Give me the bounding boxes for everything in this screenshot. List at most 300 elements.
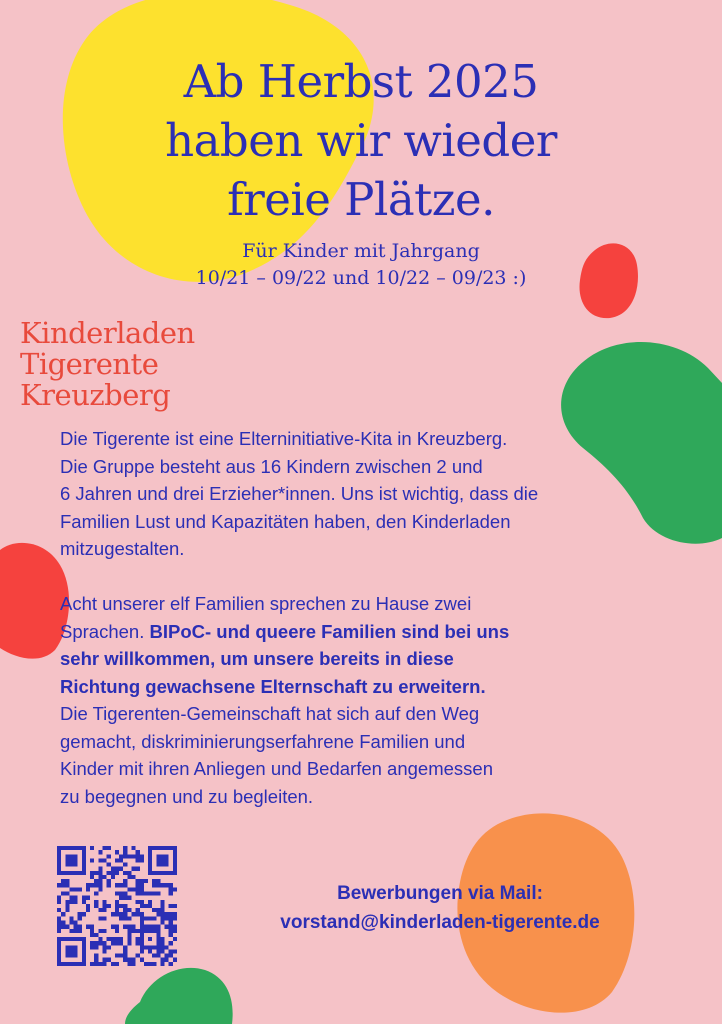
qr-module (119, 904, 123, 908)
qr-module (127, 941, 131, 945)
qr-module (127, 937, 131, 941)
qr-module (57, 941, 61, 945)
qr-module (107, 863, 111, 867)
qr-module (74, 920, 78, 924)
qr-module (156, 929, 160, 933)
qr-module (61, 920, 65, 924)
qr-module (173, 929, 177, 933)
qr-module (57, 871, 61, 875)
qr-module (127, 929, 131, 933)
qr-module (119, 867, 123, 871)
qr-module (136, 850, 140, 854)
qr-module (86, 904, 90, 908)
qr-module (173, 858, 177, 862)
qr-module (82, 896, 86, 900)
qr-module (140, 929, 144, 933)
qr-module (86, 887, 90, 891)
qr-module (169, 933, 173, 937)
qr-module (98, 916, 102, 920)
subline (40, 238, 682, 292)
qr-module (90, 933, 94, 937)
qr-module (78, 937, 82, 941)
qr-module (61, 962, 65, 966)
qr-module (103, 929, 107, 933)
qr-module (169, 904, 173, 908)
qr-module (82, 941, 86, 945)
qr-module (140, 854, 144, 858)
qr-module (69, 962, 73, 966)
qr-module (156, 892, 160, 896)
families-line-regular: Sprachen. (60, 620, 150, 642)
qr-module (115, 900, 119, 904)
qr-module (65, 900, 69, 904)
qr-module (152, 929, 156, 933)
qr-module (160, 912, 164, 916)
qr-module (115, 850, 119, 854)
qr-module (65, 962, 69, 966)
families-line: Acht unserer elf Familien sprechen zu Hause zwei (60, 593, 472, 614)
qr-module (86, 896, 90, 900)
qr-module (74, 896, 78, 900)
qr-module (69, 846, 73, 850)
qr-module (131, 867, 135, 871)
qr-module (140, 912, 144, 916)
qr-module (165, 846, 169, 850)
qr-module (140, 925, 144, 929)
qr-module (144, 892, 148, 896)
qr-module (131, 887, 135, 891)
qr-module (160, 916, 164, 920)
qr-module (115, 941, 119, 945)
qr-module (107, 879, 111, 883)
qr-module (140, 958, 144, 962)
qr-module (107, 871, 111, 875)
qr-module (169, 949, 173, 953)
qr-module (144, 916, 148, 920)
qr-module (165, 912, 169, 916)
qr-module (57, 916, 61, 920)
qr-module (165, 954, 169, 958)
qr-module (82, 871, 86, 875)
qr-module (136, 892, 140, 896)
qr-module (136, 912, 140, 916)
qr-module (131, 925, 135, 929)
qr-module (115, 883, 119, 887)
qr-module (123, 954, 127, 958)
qr-module (127, 875, 131, 879)
qr-module (115, 937, 119, 941)
qr-module (94, 962, 98, 966)
qr-module (65, 871, 69, 875)
qr-module (156, 879, 160, 883)
qr-module (156, 945, 160, 949)
qr-module (152, 871, 156, 875)
qr-module (169, 941, 173, 945)
qr-module (123, 916, 127, 920)
qr-module (69, 954, 73, 958)
qr-module (107, 937, 111, 941)
qr-module (82, 962, 86, 966)
qr-module (94, 904, 98, 908)
qr-module (57, 896, 61, 900)
qr-module (119, 916, 123, 920)
qr-module (119, 912, 123, 916)
qr-module (74, 858, 78, 862)
qr-module (173, 850, 177, 854)
families-line: Die Tigerenten-Gemeinschaft hat sich auf den Weg (60, 703, 480, 724)
qr-module (57, 854, 61, 858)
qr-module (82, 912, 86, 916)
qr-module (152, 879, 156, 883)
qr-module (152, 945, 156, 949)
qr-module (140, 945, 144, 949)
qr-module (165, 916, 169, 920)
qr-module (136, 937, 140, 941)
qr-module (123, 904, 127, 908)
qr-code[interactable] (57, 846, 177, 966)
qr-module (98, 867, 102, 871)
qr-module (123, 945, 127, 949)
qr-module (69, 916, 73, 920)
qr-module (74, 954, 78, 958)
intro-line: Familien Lust und Kapazitäten haben, den Kinderladen (60, 510, 511, 532)
qr-module (148, 892, 152, 896)
qr-module (90, 871, 94, 875)
qr-module (115, 867, 119, 871)
qr-module (94, 958, 98, 962)
qr-module (123, 854, 127, 858)
qr-module (98, 908, 102, 912)
qr-module (169, 954, 173, 958)
qr-module (169, 925, 173, 929)
qr-module (140, 904, 144, 908)
qr-module (98, 941, 102, 945)
qr-module (94, 892, 98, 896)
qr-module (57, 900, 61, 904)
qr-module (65, 949, 69, 953)
qr-module (160, 937, 164, 941)
qr-module (148, 949, 152, 953)
qr-module (103, 945, 107, 949)
qr-module (57, 929, 61, 933)
qr-module (127, 854, 131, 858)
qr-module (82, 900, 86, 904)
qr-module (61, 892, 65, 896)
qr-module (169, 920, 173, 924)
qr-module (160, 863, 164, 867)
qr-module (140, 933, 144, 937)
qr-module (94, 941, 98, 945)
qr-module (115, 871, 119, 875)
qr-module (90, 858, 94, 862)
qr-module (115, 858, 119, 862)
qr-module (156, 871, 160, 875)
intro-line: 6 Jahren und drei Erzieher*innen. Uns ist wichtig, dass die (60, 483, 539, 504)
qr-module (69, 929, 73, 933)
qr-module (131, 854, 135, 858)
qr-module (74, 925, 78, 929)
qr-module (169, 912, 173, 916)
families-line: Kinder mit ihren Anliegen und Bedarfen angemessen (60, 758, 493, 779)
qr-module (65, 925, 69, 929)
qr-module (160, 854, 164, 858)
qr-module (148, 925, 152, 929)
qr-module (123, 850, 127, 854)
qr-module (140, 916, 144, 920)
qr-module (131, 958, 135, 962)
qr-module (156, 941, 160, 945)
intro-line: Die Tigerente ist eine Elterninitiative-Kita in Kreuzberg. (60, 428, 508, 449)
qr-module (57, 954, 61, 958)
qr-module (165, 945, 169, 949)
qr-module (57, 908, 61, 912)
qr-module (131, 929, 135, 933)
qr-module (148, 858, 152, 862)
qr-module (160, 900, 164, 904)
qr-module (173, 958, 177, 962)
qr-module (123, 871, 127, 875)
qr-module (103, 904, 107, 908)
qr-module (111, 912, 115, 916)
qr-module (98, 937, 102, 941)
qr-module (173, 904, 177, 908)
qr-module (127, 887, 131, 891)
qr-module (119, 883, 123, 887)
intro-line: mitzugestalten. (60, 538, 185, 559)
qr-module (78, 962, 82, 966)
qr-module (74, 949, 78, 953)
qr-module (160, 871, 164, 875)
qr-module (82, 867, 86, 871)
qr-module (156, 954, 160, 958)
qr-module (57, 858, 61, 862)
qr-module (173, 846, 177, 850)
qr-module (173, 867, 177, 871)
subline-line-2: 10/21 – 09/22 und 10/22 – 09/23 :) (195, 267, 527, 289)
qr-module (136, 854, 140, 858)
qr-module (123, 892, 127, 896)
qr-module (136, 954, 140, 958)
qr-module (57, 958, 61, 962)
qr-module (115, 954, 119, 958)
qr-module (144, 879, 148, 883)
qr-module (140, 879, 144, 883)
qr-module (61, 883, 65, 887)
qr-module (98, 850, 102, 854)
qr-module (57, 846, 61, 850)
qr-module (61, 912, 65, 916)
qr-module (140, 858, 144, 862)
qr-module (107, 958, 111, 962)
qr-module (65, 904, 69, 908)
qr-module (90, 945, 94, 949)
qr-module (123, 908, 127, 912)
qr-module (152, 916, 156, 920)
qr-module (90, 883, 94, 887)
qr-module (156, 949, 160, 953)
qr-module (65, 879, 69, 883)
qr-module (140, 941, 144, 945)
qr-module (148, 904, 152, 908)
qr-module (57, 945, 61, 949)
intro-line: Die Gruppe besteht aus 16 Kindern zwischen 2 und (60, 455, 483, 477)
qr-module (123, 958, 127, 962)
contact-email-link[interactable]: vorstand@kinderladen-tigerente.de (280, 912, 600, 933)
qr-module (94, 900, 98, 904)
qr-module (173, 916, 177, 920)
qr-module (115, 892, 119, 896)
qr-module (90, 962, 94, 966)
qr-module (136, 908, 140, 912)
qr-module (69, 900, 73, 904)
logo-line-2: Tigerente (20, 347, 159, 381)
qr-module (115, 929, 119, 933)
qr-module (169, 892, 173, 896)
qr-module (123, 896, 127, 900)
qr-module (69, 863, 73, 867)
qr-module (115, 908, 119, 912)
qr-module (165, 863, 169, 867)
qr-module (111, 937, 115, 941)
qr-module (160, 958, 164, 962)
qr-module (74, 846, 78, 850)
green-blob-bottom (120, 962, 240, 1024)
qr-module (107, 883, 111, 887)
qr-module (57, 962, 61, 966)
qr-module (123, 863, 127, 867)
families-line: gemacht, diskriminierungserfahrene Familien und (60, 730, 466, 752)
qr-module (131, 912, 135, 916)
qr-module (94, 933, 98, 937)
qr-module (103, 908, 107, 912)
qr-module (61, 846, 65, 850)
qr-module (98, 858, 102, 862)
qr-module (148, 945, 152, 949)
subline-line-1: Für Kinder mit Jahrgang (242, 240, 480, 262)
qr-module (144, 929, 148, 933)
qr-module (127, 958, 131, 962)
qr-module (127, 871, 131, 875)
qr-module (65, 954, 69, 958)
qr-module (152, 925, 156, 929)
qr-module (131, 962, 135, 966)
qr-module (165, 871, 169, 875)
qr-module (123, 912, 127, 916)
qr-module (103, 875, 107, 879)
qr-module (156, 858, 160, 862)
qr-module (74, 871, 78, 875)
qr-module (169, 846, 173, 850)
qr-module (160, 883, 164, 887)
qr-module (169, 962, 173, 966)
qr-module (160, 904, 164, 908)
qr-module (173, 937, 177, 941)
qr-module (140, 887, 144, 891)
qr-module (111, 871, 115, 875)
qr-module (127, 896, 131, 900)
qr-module (152, 954, 156, 958)
families-line (60, 618, 650, 646)
qr-module (82, 945, 86, 949)
qr-module (169, 871, 173, 875)
qr-module (136, 900, 140, 904)
families-line-bold: sehr willkommen, um unsere bereits in diese (60, 648, 454, 669)
qr-module (160, 920, 164, 924)
qr-module (69, 858, 73, 862)
qr-module (160, 908, 164, 912)
qr-module (98, 929, 102, 933)
qr-module (94, 879, 98, 883)
qr-module (152, 908, 156, 912)
qr-module (57, 937, 61, 941)
qr-module (98, 887, 102, 891)
qr-module (82, 937, 86, 941)
qr-module (148, 916, 152, 920)
qr-module (57, 920, 61, 924)
qr-module (144, 962, 148, 966)
qr-module (107, 945, 111, 949)
qr-module (98, 875, 102, 879)
qr-module (57, 850, 61, 854)
qr-module (165, 883, 169, 887)
qr-module (136, 867, 140, 871)
qr-module (119, 858, 123, 862)
qr-module (107, 904, 111, 908)
kinderladen-logo (20, 318, 195, 411)
qr-module (156, 846, 160, 850)
intro-paragraph (60, 425, 650, 563)
qr-module (78, 925, 82, 929)
qr-module (111, 962, 115, 966)
qr-module (103, 916, 107, 920)
qr-module (61, 937, 65, 941)
qr-module (119, 941, 123, 945)
qr-module (69, 896, 73, 900)
qr-module (57, 883, 61, 887)
qr-module (103, 900, 107, 904)
qr-module (148, 863, 152, 867)
qr-module (115, 925, 119, 929)
qr-module (160, 858, 164, 862)
qr-module (148, 900, 152, 904)
qr-module (136, 887, 140, 891)
qr-module (152, 892, 156, 896)
qr-module (148, 846, 152, 850)
qr-module (107, 854, 111, 858)
qr-module (78, 846, 82, 850)
qr-module (148, 937, 152, 941)
qr-module (69, 937, 73, 941)
qr-module (65, 883, 69, 887)
qr-module (156, 863, 160, 867)
qr-module (74, 854, 78, 858)
qr-module (74, 887, 78, 891)
qr-module (111, 941, 115, 945)
qr-module (74, 929, 78, 933)
qr-module (144, 945, 148, 949)
qr-module (69, 945, 73, 949)
logo-line-3: Kreuzberg (20, 378, 171, 412)
qr-module (140, 900, 144, 904)
qr-module (69, 871, 73, 875)
qr-module (98, 883, 102, 887)
qr-module (156, 937, 160, 941)
qr-module (136, 941, 140, 945)
headline-line-2: haben wir wieder (165, 114, 557, 167)
qr-module (94, 883, 98, 887)
qr-module (169, 887, 173, 891)
qr-module (82, 858, 86, 862)
